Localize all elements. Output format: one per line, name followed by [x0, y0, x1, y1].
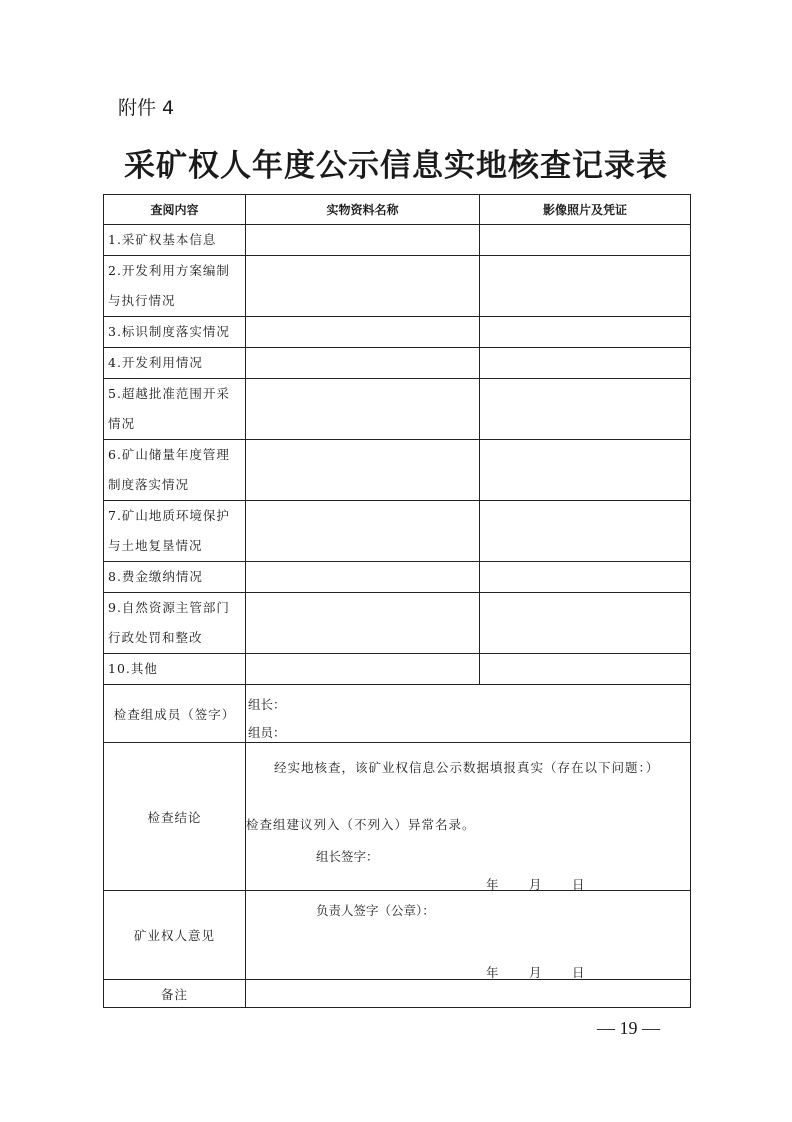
table-row: [104, 225, 691, 256]
table-row: [104, 654, 691, 685]
opinion-label: 矿业权人意见: [104, 891, 246, 980]
review-item: [104, 562, 246, 593]
attachment-label: 附件 4: [118, 97, 175, 119]
review-item-text: 10.其他: [108, 661, 158, 676]
member-label: 组员：: [248, 725, 286, 740]
review-item: [104, 440, 246, 501]
photo-evidence-cell[interactable]: [480, 501, 691, 562]
opinion-day: 日: [572, 965, 585, 980]
review-item-text: 3.标识制度落实情况: [108, 324, 230, 339]
review-item: [104, 379, 246, 440]
review-item: [104, 593, 246, 654]
conclusion-year: 年: [486, 877, 499, 891]
table-header-row: [104, 195, 691, 225]
header-photo-evidence: 影像照片及凭证: [480, 195, 691, 225]
review-item-text: 9.自然资源主管部门: [108, 600, 230, 615]
review-item-text: 与土地复垦情况: [108, 538, 203, 553]
review-item-text: 2.开发利用方案编制: [108, 263, 230, 278]
table-row: [104, 562, 691, 593]
review-item-text: 6.矿山储量年度管理: [108, 447, 230, 462]
review-item-text: 1.采矿权基本信息: [108, 232, 217, 247]
opinion-row: [104, 891, 691, 980]
conclusion-leader-sign: 组长签字：: [316, 849, 379, 864]
material-name-cell[interactable]: [246, 379, 480, 440]
header-review-content: 查阅内容: [104, 195, 246, 225]
table-row: [104, 593, 691, 654]
photo-evidence-cell[interactable]: [480, 317, 691, 348]
remarks-row: [104, 980, 691, 1008]
header-material-name: 实物资料名称: [246, 195, 480, 225]
photo-evidence-cell[interactable]: [480, 654, 691, 685]
conclusion-day: 日: [572, 877, 585, 891]
table-row: [104, 256, 691, 317]
review-item-text: 行政处罚和整改: [108, 630, 203, 645]
material-name-cell[interactable]: [246, 440, 480, 501]
remarks-field[interactable]: [246, 980, 691, 1008]
inspection-record-table: [103, 194, 691, 1008]
conclusion-statement: 经实地核查，该矿业权信息公示数据填报真实（存在以下问题：）: [274, 760, 660, 775]
review-item-text: 5.超越批准范围开采: [108, 386, 230, 401]
table-row: [104, 379, 691, 440]
photo-evidence-cell[interactable]: [480, 440, 691, 501]
members-label: 检查组成员（签字）: [104, 685, 246, 743]
conclusion-row: [104, 743, 691, 891]
material-name-cell[interactable]: [246, 562, 480, 593]
review-item: [104, 225, 246, 256]
photo-evidence-cell[interactable]: [480, 593, 691, 654]
conclusion-label: 检查结论: [104, 743, 246, 891]
conclusion-month: 月: [529, 877, 542, 891]
review-item: [104, 654, 246, 685]
review-item: [104, 256, 246, 317]
material-name-cell[interactable]: [246, 225, 480, 256]
opinion-area[interactable]: [246, 891, 691, 980]
photo-evidence-cell[interactable]: [480, 256, 691, 317]
opinion-year: 年: [486, 965, 499, 980]
conclusion-suggestion: 检查组建议列入（不列入）异常名录。: [246, 817, 476, 832]
review-item-text: 7.矿山地质环境保护: [108, 508, 230, 523]
review-item-text: 与执行情况: [108, 293, 176, 308]
review-item-text: 8.费金缴纳情况: [108, 569, 203, 584]
photo-evidence-cell[interactable]: [480, 379, 691, 440]
material-name-cell[interactable]: [246, 317, 480, 348]
photo-evidence-cell[interactable]: [480, 225, 691, 256]
table-row: [104, 440, 691, 501]
table-row: [104, 501, 691, 562]
material-name-cell[interactable]: [246, 256, 480, 317]
opinion-sign: 负责人签字（公章）：: [316, 903, 435, 918]
material-name-cell[interactable]: [246, 348, 480, 379]
remarks-label: 备注: [104, 980, 246, 1008]
page-number: — 19 —: [597, 1018, 660, 1038]
review-item-text: 4.开发利用情况: [108, 355, 203, 370]
review-item-text: 制度落实情况: [108, 477, 190, 492]
photo-evidence-cell[interactable]: [480, 348, 691, 379]
members-row: [104, 685, 691, 743]
review-item-text: 情况: [108, 416, 136, 431]
opinion-month: 月: [529, 965, 542, 980]
review-item: [104, 501, 246, 562]
material-name-cell[interactable]: [246, 593, 480, 654]
table-row: [104, 348, 691, 379]
review-item: [104, 317, 246, 348]
photo-evidence-cell[interactable]: [480, 562, 691, 593]
review-item: [104, 348, 246, 379]
material-name-cell[interactable]: [246, 654, 480, 685]
members-signature-area[interactable]: [246, 685, 691, 743]
material-name-cell[interactable]: [246, 501, 480, 562]
table-row: [104, 317, 691, 348]
leader-label: 组长：: [248, 697, 286, 712]
conclusion-area[interactable]: [246, 743, 691, 891]
form-title: 采矿权人年度公示信息实地核查记录表: [124, 148, 668, 184]
